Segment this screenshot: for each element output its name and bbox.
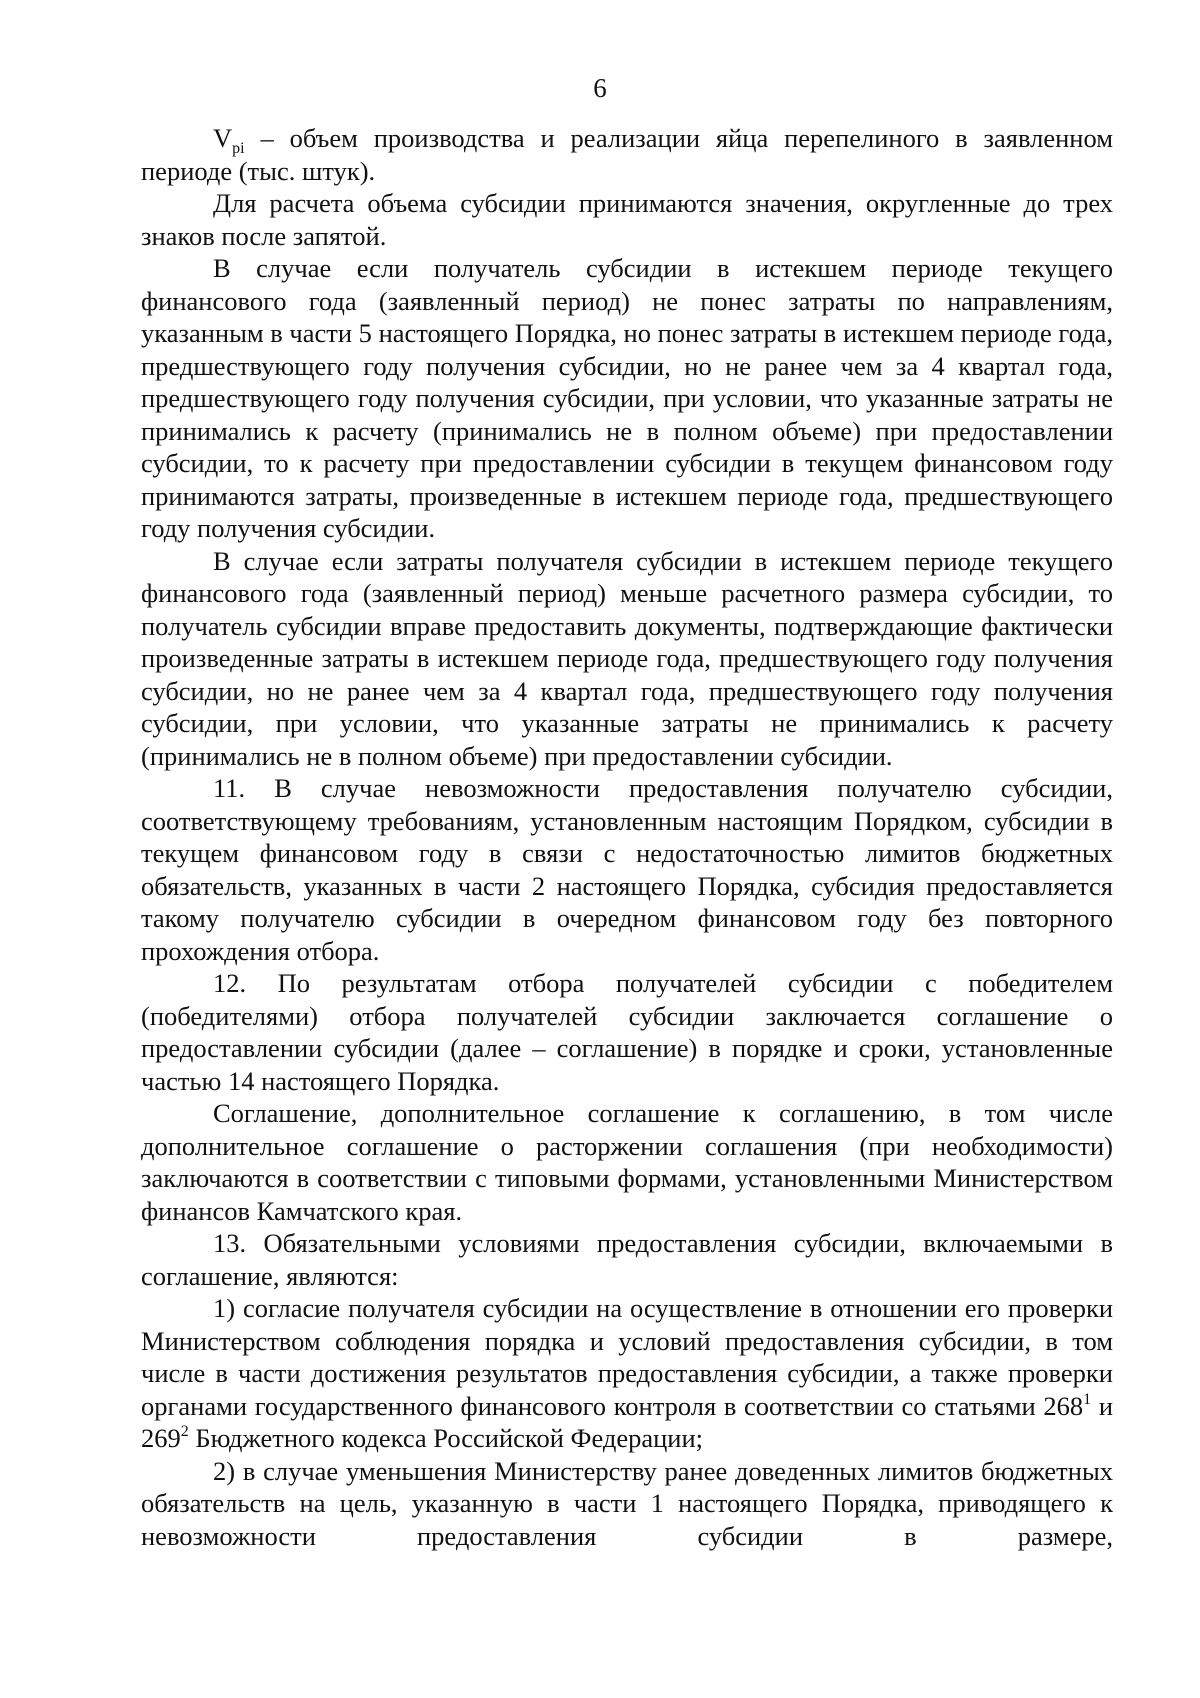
condition-1-conjunction: и xyxy=(1091,1390,1114,1421)
paragraph-condition-2: 2) в случае уменьшения Министерству ранее доведенных лимитов бюджетных обязательств на цель, указанную в части 1 настоящего Порядка, приводящего к невозможности предоставления субсидии в размере, xyxy=(141,1455,1113,1551)
article-268-superscript: 1 xyxy=(1083,1390,1092,1408)
document-body xyxy=(141,122,1113,1552)
condition-1-text-before: 1) согласие получателя субсидии на осуществление в отношении его проверки Министерством соблюдения порядка и условий предоставления субсидии, в том числе в части достижения результатов предоставления субсидии, а также проверки органами государственного финансового контроля в соответствии со статьями xyxy=(141,1293,1113,1421)
vpi-definition-text: – объем производства и реализации яйца перепелиного в заявленном периоде (тыс. штук). xyxy=(141,123,1113,186)
paragraph-rounding: Для расчета объема субсидии принимаются значения, округленные до трех знаков после запятой. xyxy=(141,188,1113,251)
paragraph-lower-costs: В случае если затраты получателя субсидии в истекшем периоде текущего финансового года (заявленный период) меньше расчетного размера субсидии, то получатель субсидии вправе предоставить документы, подтверждающие фактически произведенные затраты в истекшем периоде года, предшествующего году получения субсидии, но не ранее чем за 4 квартал года, предшествующего году получения субсидии, при условии, что указанные затраты не принимались к расчету (принимались не в полном объеме) при предоставлении субсидии. xyxy=(141,545,1113,771)
paragraph-vpi-definition xyxy=(141,122,1113,187)
page-number: 6 xyxy=(593,73,607,103)
paragraph-item-13: 13. Обязательными условиями предоставления субсидии, включаемыми в соглашение, являются: xyxy=(141,1228,1113,1291)
vpi-symbol: V xyxy=(213,123,233,153)
paragraph-agreement-forms: Соглашение, дополнительное соглашение к соглашению, в том числе дополнительное соглашение о расторжении соглашения (при необходимости) заключаются в соответствии с типовыми формами, установленными Министерством финансов Камчатского края. xyxy=(141,1098,1113,1226)
paragraph-item-12: 12. По результатам отбора получателей субсидии с победителем (победителями) отбора получателей субсидии заключается соглашение о предоставлении субсидии (далее – соглашение) в порядке и сроки, установленные частью 14 настоящего Порядка. xyxy=(141,968,1113,1096)
paragraph-condition-1 xyxy=(141,1292,1113,1455)
article-269: 269 xyxy=(141,1423,181,1453)
condition-1-text-after: Бюджетного кодекса Российской Федерации; xyxy=(188,1423,704,1453)
article-268: 268 xyxy=(1043,1390,1084,1421)
paragraph-prior-period-costs: В случае если получатель субсидии в истекшем периоде текущего финансового года (заявленный период) не понес затраты по направлениям, указанным в части 5 настоящего Порядка, но понес затраты в истекшем периоде года, предшествующего году получения субсидии, но не ранее чем за 4 квартал года, предшествующего году получения субсидии, при условии, что указанные затраты не принимались к расчету (принимались не в полном объеме) при предоставлении субсидии, то к расчету при предоставлении субсидии в текущем финансовом году принимаются затраты, произведенные в истекшем периоде года, предшествующего году получения субсидии. xyxy=(141,253,1113,543)
paragraph-item-11: 11. В случае невозможности предоставления получателю субсидии, соответствующему требованиям, установленным настоящим Порядком, субсидии в текущем финансовом году в связи с недостаточностью лимитов бюджетных обязательств, указанных в части 2 настоящего Порядка, субсидия предоставляется такому получателю субсидии в очередном финансовом году без повторного прохождения отбора. xyxy=(141,773,1113,966)
article-269-superscript: 2 xyxy=(180,1423,189,1440)
vpi-subscript: pi xyxy=(232,140,245,157)
